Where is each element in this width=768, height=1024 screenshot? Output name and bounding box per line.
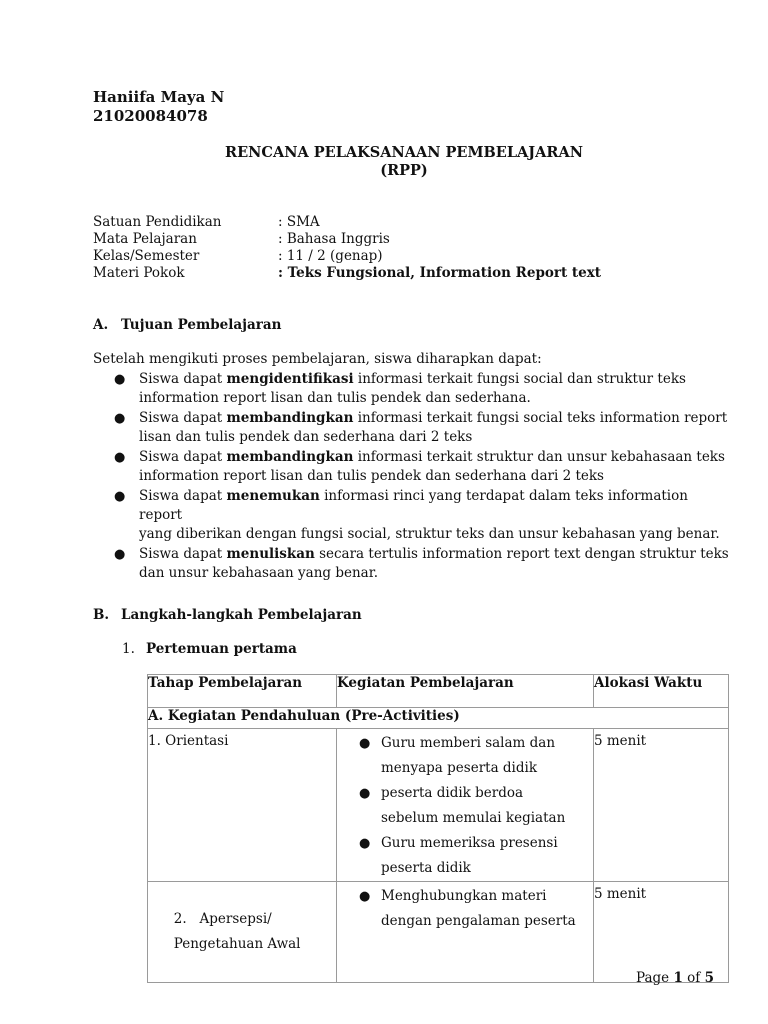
activity-line (337, 731, 593, 756)
stage-label: 1. Orientasi (148, 733, 229, 749)
activity-cell (337, 729, 594, 882)
meeting-title: Pertemuan pertama (146, 641, 297, 657)
info-label: Satuan Pendidikan (93, 214, 222, 230)
objectives-intro: Setelah mengikuti proses pembelajaran, siswa diharapkan dapat: (93, 351, 542, 367)
meeting-number: 1. (122, 641, 135, 657)
column-header: Tahap Pembelajaran (148, 675, 337, 708)
activity-text: Guru memeriksa presensi (381, 835, 558, 851)
bullet-icon: ● (114, 450, 126, 465)
list-item (93, 487, 733, 544)
stage-cell (148, 882, 337, 983)
bullet-icon: ● (359, 786, 371, 801)
activity-text: menyapa peserta didik (381, 760, 538, 776)
objective-text: Siswa dapat (139, 488, 227, 504)
bullet-icon: ● (114, 411, 126, 426)
bullet-icon: ● (359, 736, 371, 751)
activity-line (337, 806, 593, 831)
objective-text: informasi rinci yang terdapat dalam teks information report (139, 488, 688, 523)
bullet-icon: ● (359, 889, 371, 904)
time-cell: 5 menit (594, 882, 729, 983)
objectives-list (93, 370, 733, 584)
section-title: Langkah-langkah Pembelajaran (121, 607, 362, 623)
objective-verb: mengidentifikasi (226, 371, 354, 387)
objective-text: information report lisan dan tulis pendek dan sederhana dari 2 teks (139, 468, 604, 484)
list-item (93, 448, 733, 486)
phase-title: A. Kegiatan Pendahuluan (Pre-Activities) (148, 708, 729, 729)
of-word: of (682, 970, 705, 986)
page-number (636, 970, 714, 986)
info-label: Materi Pokok (93, 265, 185, 281)
objective-text: Siswa dapat (139, 449, 227, 465)
objective-text: Siswa dapat (139, 371, 227, 387)
info-label: Mata Pelajaran (93, 231, 197, 247)
activity-line (337, 831, 593, 856)
document-subtitle: (RPP) (380, 162, 428, 179)
section-number: B. (93, 607, 110, 623)
info-value: : Bahasa Inggris (278, 231, 390, 247)
time-cell: 5 menit (594, 729, 729, 882)
page-word: Page (636, 970, 674, 986)
section-heading-a (93, 317, 281, 333)
activity-cell (337, 882, 594, 983)
objective-text: lisan dan tulis pendek dan sederhana dari 2 teks (139, 429, 473, 445)
activity-text: Guru memberi salam dan (381, 735, 556, 751)
activity-line (337, 756, 593, 781)
objective-text: secara tertulis information report text dengan struktur teks (314, 546, 729, 562)
objective-text: informasi terkait struktur dan unsur kebahasaan teks (353, 449, 725, 465)
activity-text: dengan pengalaman peserta (381, 913, 576, 929)
activity-text: Menghubungkan materi (381, 888, 547, 904)
objective-text: yang diberikan dengan fungsi social, struktur teks dan unsur kebahasan yang benar. (139, 526, 720, 542)
objective-text: informasi terkait fungsi social teks information report (353, 410, 728, 426)
section-heading-b (93, 607, 362, 623)
total-pages: 5 (704, 970, 714, 986)
activity-text: peserta didik (381, 860, 471, 876)
objective-verb: membandingkan (226, 449, 354, 465)
activity-text: sebelum memulai kegiatan (381, 810, 566, 826)
column-header: Kegiatan Pembelajaran (337, 675, 594, 708)
info-label: Kelas/Semester (93, 248, 200, 264)
objective-verb: menuliskan (226, 546, 315, 562)
stage-cell (148, 729, 337, 882)
stage-label: Pengetahuan Awal (148, 936, 301, 952)
objective-verb: membandingkan (226, 410, 354, 426)
table-row (148, 729, 729, 882)
bullet-icon: ● (359, 836, 371, 851)
table-header-row (148, 675, 729, 708)
list-item (93, 409, 733, 447)
student-id: 21020084078 (93, 107, 208, 125)
phase-row (148, 708, 729, 729)
objective-text: Siswa dapat (139, 410, 227, 426)
stage-label: 2. Apersepsi/ (173, 911, 272, 927)
list-item (93, 545, 733, 583)
objective-text: dan unsur kebahasaan yang benar. (139, 565, 378, 581)
bullet-icon: ● (114, 489, 126, 504)
list-item (93, 370, 733, 408)
section-title: Tujuan Pembelajaran (121, 317, 282, 333)
objective-verb: menemukan (226, 488, 320, 504)
objective-text: Siswa dapat (139, 546, 227, 562)
info-value: : 11 / 2 (genap) (278, 248, 383, 264)
objective-text: information report lisan dan tulis pendek dan sederhana. (139, 390, 531, 406)
meeting-heading (122, 641, 297, 657)
objective-text: informasi terkait fungsi social dan struktur teks (353, 371, 686, 387)
info-value: : SMA (278, 214, 320, 230)
column-header: Alokasi Waktu (594, 675, 729, 708)
current-page: 1 (673, 970, 683, 986)
activity-line (337, 909, 593, 934)
lesson-steps-table (147, 674, 729, 983)
author-name: Haniifa Maya N (93, 88, 225, 106)
bullet-icon: ● (114, 372, 126, 387)
document-title: RENCANA PELAKSANAAN PEMBELAJARAN (225, 144, 583, 161)
activity-line (337, 884, 593, 909)
activity-line (337, 856, 593, 881)
info-value: : Teks Fungsional, Information Report text (278, 265, 602, 281)
activity-text: peserta didik berdoa (381, 785, 524, 801)
bullet-icon: ● (114, 547, 126, 562)
activity-line (337, 781, 593, 806)
table-row (148, 882, 729, 983)
section-number: A. (93, 317, 109, 333)
